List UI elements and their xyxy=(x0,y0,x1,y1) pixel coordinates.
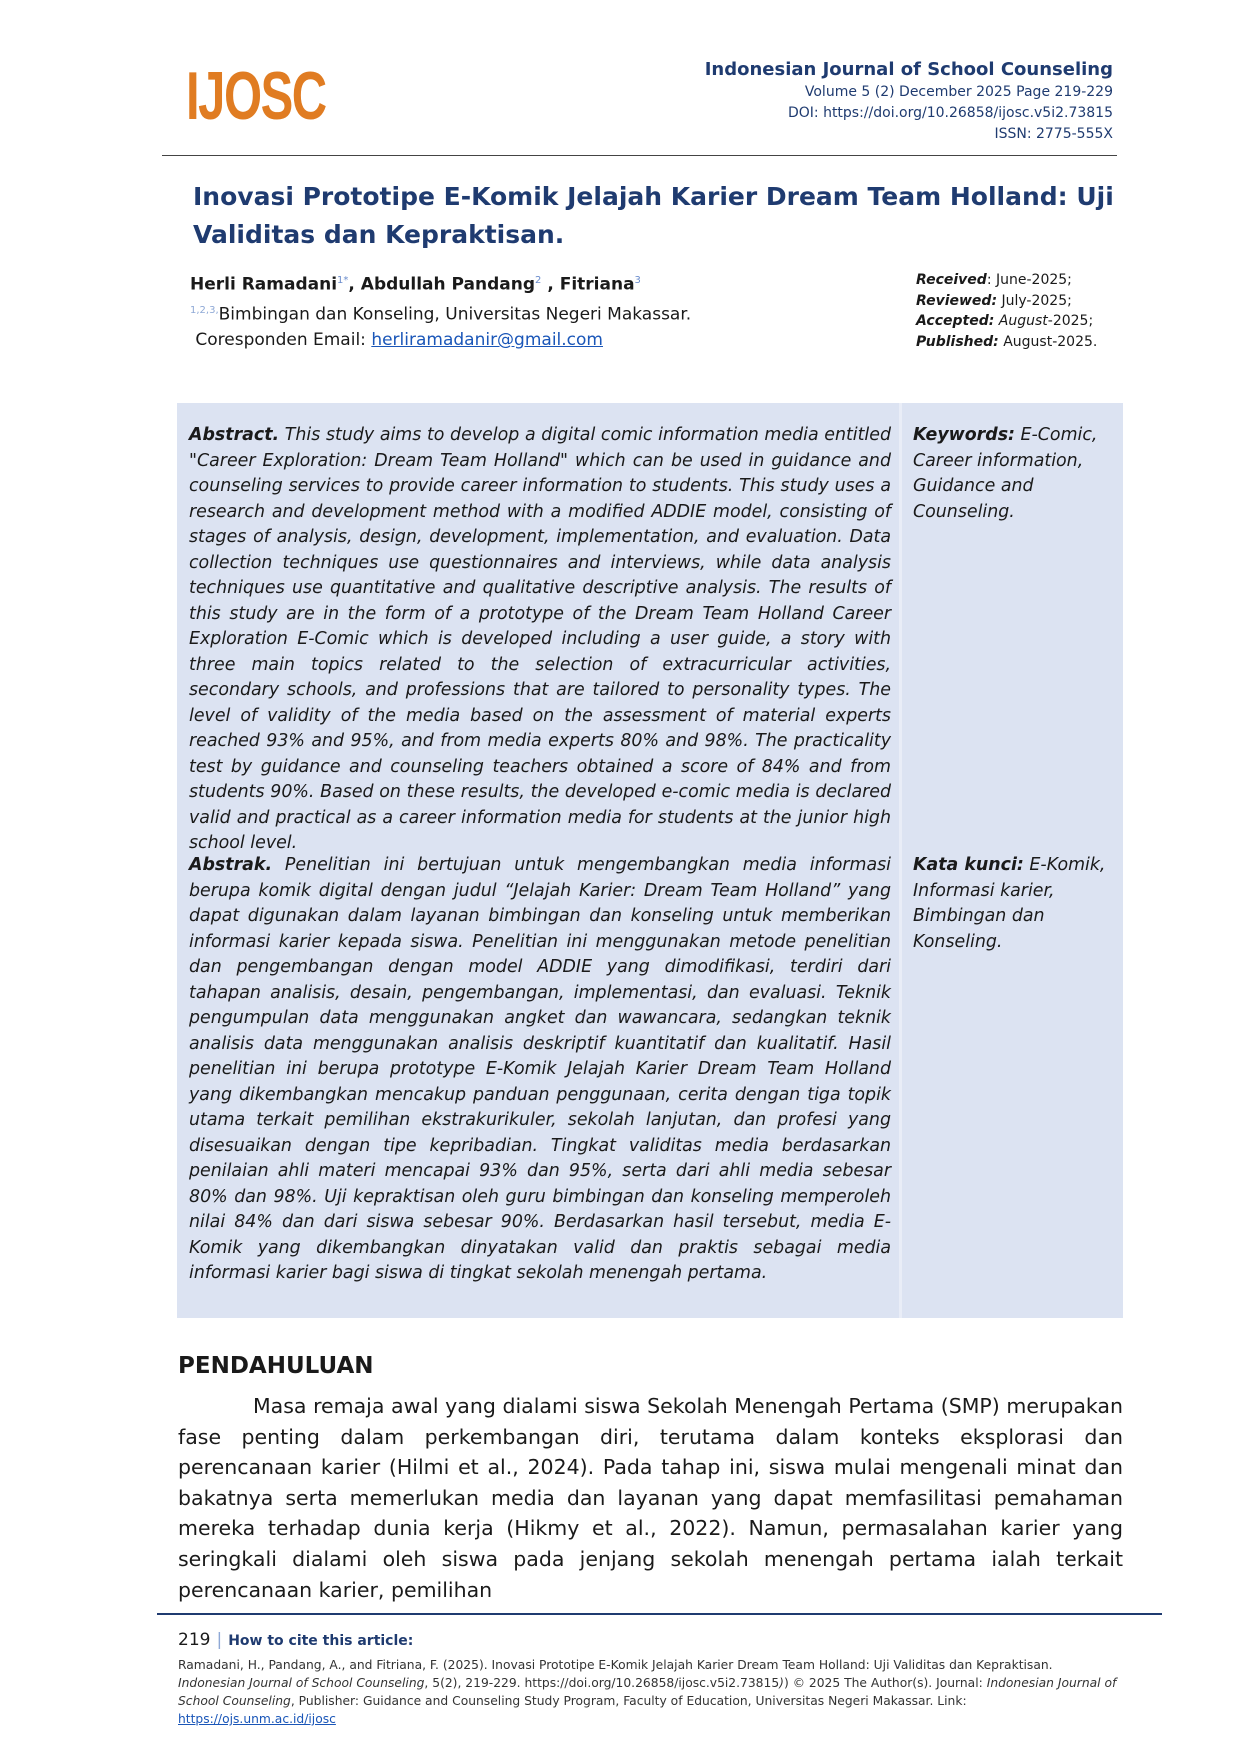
affiliation xyxy=(190,298,691,328)
author-name: , Abdullah Pandang xyxy=(348,274,536,295)
author-name: Herli Ramadani xyxy=(190,274,338,295)
journal-logo: IJOSC xyxy=(186,58,326,134)
author-affiliation-mark: 3 xyxy=(634,275,641,286)
correspondence xyxy=(190,327,691,353)
abstract-indonesian: Abstrak. Penelitian ini bertujuan untuk mengembangkan media informasi berupa komik digital dengan judul “Jelajah Karier: Dream Team Holland” yang dapat digunakan dalam layanan bimbingan dan konseling untuk memberikan informasi karier kepada siswa. Penelitian ini menggunakan metode penelitian dan pengembangan dengan model ADDIE yang dimodifikasi, terdiri dari tahapan analisis, desain, pengembangan, implementasi, dan evaluasi. Teknik pengumpulan data menggunakan angket dan wawancara, sedangkan teknik analisis data menggunakan analisis deskriptif kuantitatif dan kualitatif. Hasil penelitian ini berupa prototype E-Komik Jelajah Karier Dream Team Holland yang dikembangkan mencakup panduan penggunaan, cerita dengan tiga topik utama terkait pemilihan ekstrakurikuler, sekolah lanjutan, dan profesi yang disesuaikan dengan tipe kepribadian. Tingkat validitas media berdasarkan penilaian ahli materi mencapai 93% dan 95%, serta dari ahli media sebesar 80% dan 98%. Uji kepraktisan oleh guru bimbingan dan konseling memperoleh nilai 84% dan dari siswa sebesar 90%. Berdasarkan hasil tersebut, media E-Komik yang dikembangkan dinyatakan valid dan praktis sebagai media informasi karier bagi siswa di tingkat sekolah menengah pertama. xyxy=(189,855,891,1283)
author-affiliation-mark: 1* xyxy=(337,275,349,286)
received-date: Received: June-2025; xyxy=(916,272,1072,288)
article-dates xyxy=(916,270,1097,352)
author-block xyxy=(190,268,691,353)
email-label: Coresponden Email: xyxy=(195,330,372,351)
keywords-indonesian: Kata kunci: E-Komik, Informasi karier, Bimbingan dan Konseling. xyxy=(913,855,1106,952)
reviewed-date: Reviewed: July-2025; xyxy=(916,292,1072,309)
section-heading: PENDAHULUAN xyxy=(178,1353,374,1379)
cite-label: How to cite this article: xyxy=(228,1633,414,1649)
page-number: 219 xyxy=(178,1630,211,1650)
abstract-panel xyxy=(177,403,1123,1318)
published-date: Published: August-2025. xyxy=(916,333,1098,350)
article-title: Inovasi Prototipe E-Komik Jelajah Karier Dream Team Holland: Uji Validitas dan Kepraktisan. xyxy=(193,182,1114,249)
header-divider xyxy=(162,155,1117,156)
keywords-english: Keywords: E-Comic, Career information, Guidance and Counseling. xyxy=(913,425,1098,522)
accepted-date: Accepted: August-2025; xyxy=(916,313,1094,329)
journal-name: Indonesian Journal of School Counseling xyxy=(704,59,1113,80)
footer-separator: | xyxy=(216,1630,223,1650)
journal-doi: DOI: https://doi.org/10.26858/ijosc.v5i2.73815 xyxy=(787,105,1113,121)
body-paragraph: Masa remaja awal yang dialami siswa Sekolah Menengah Pertama (SMP) merupakan fase penting dalam perkembangan diri, terutama dalam konteks eksplorasi dan perencanaan karier (Hilmi et al., 2024). Pada tahap ini, siswa mulai mengenali minat dan bakatnya serta memerlukan media dan layanan yang dapat memfasilitasi pemahaman mereka terhadap dunia kerja (Hikmy et al., 2022). Namun, permasalahan karier yang seringkali dialami oleh siswa pada jenjang sekolah menengah pertama ialah terkait perencanaan karier, pemilihan xyxy=(178,1394,1123,1602)
journal-link[interactable]: https://ojs.unm.ac.id/ijosc xyxy=(178,1712,336,1726)
footer-divider xyxy=(157,1613,1162,1615)
author-name: , Fitriana xyxy=(541,274,635,295)
author-affiliation-mark: 2 xyxy=(535,275,542,286)
journal-info xyxy=(705,58,1113,145)
footer-header xyxy=(178,1630,413,1650)
section-body xyxy=(178,1391,1123,1605)
email-link[interactable]: herliramadanir@gmail.com xyxy=(371,330,603,351)
affiliation-mark: 1,2,3, xyxy=(190,304,219,316)
journal-volume: Volume 5 (2) December 2025 Page 219-229 xyxy=(804,84,1113,100)
abstract-english: Abstract. This study aims to develop a digital comic information media entitled "Career Exploration: Dream Team Holland" which can be used in guidance and counseling services to provide career information to students. This study uses a research and development method with a modified ADDIE model, consisting of stages of analysis, design, development, implementation, and evaluation. Data collection techniques use questionnaires and interviews, while data analysis techniques use quantitative and qualitative descriptive analysis. The results of this study are in the form of a prototype of the Dream Team Holland Career Exploration E-Comic which is developed including a user guide, a story with three main topics related to the selection of extracurricular activities, secondary schools, and professions that are tailored to personality types. The level of validity of the media based on the assessment of material experts reached 93% and 95%, and from media experts 80% and 98%. The practicality test by guidance and counseling teachers obtained a score of 84% and from students 90%. Based on these results, the developed e-comic media is declared valid and practical as a career information media for students at the junior high school level. xyxy=(189,425,891,853)
abstract-column-divider xyxy=(899,403,902,1318)
affiliation-text: Bimbingan dan Konseling, Universitas Negeri Makassar. xyxy=(218,304,692,325)
author-list xyxy=(190,268,691,298)
citation-text: Ramadani, H., Pandang, A., and Fitriana, F. (2025). Inovasi Prototipe E-Komik Jelajah Karier Dream Team Holland: Uji Validitas dan Kepraktisan. Indonesian Journal of School Counseling, 5(2), 219-229. https://doi.org/10.26858/ijosc.v5i2.73815)) © 2025 The Author(s). Journal: Indonesian Journal of School Counseling, Publisher: Guidance and Counseling Study Program, Faculty of Education, Universitas Negeri Makassar. Link: https://ojs.unm.ac.id/ijosc xyxy=(178,1658,1117,1726)
journal-issn: ISSN: 2775-555X xyxy=(994,126,1113,142)
